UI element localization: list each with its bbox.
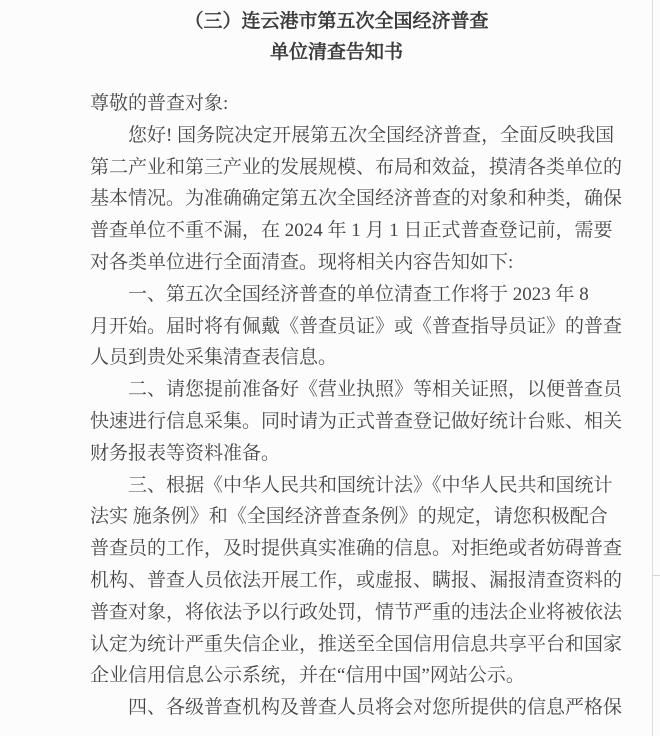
body-line: 机构、普查人员依法开展工作，或虚报、瞒报、漏报清查资料的 [90,569,623,591]
body-line: 企业信用信息公示系统，并在“信用中国”网站公示。 [90,665,525,687]
body-line: 月开始。届时将有佩戴《普查员证》或《普查指导员证》的普查 [90,315,623,337]
body-line: 认定为统计严重失信企业，推送至全国信用信息共享平台和国家 [90,633,623,655]
body-line: 快速进行信息采集。同时请为正式普查登记做好统计台账、相关 [90,410,623,432]
document-title-line2: 单位清查告知书 [269,42,403,63]
body-line: 您好! 国务院决定开展第五次全国经济普查，全面反映我国 [90,124,615,146]
body-line: 二、请您提前准备好《营业执照》等相关证照，以便普查员 [90,379,623,401]
body-line: 四、各级普查机构及普查人员将会对您所提供的信息严格保 [90,697,623,719]
body-line: 普查单位不重不漏，在 2024 年 1 月 1 日正式普查登记前，需要 [90,220,613,242]
body-line: 法实 施条例》和《全国经济普查条例》的规定，请您积极配合 [90,506,608,528]
scan-edge-horizontal-line [652,575,660,576]
body-line: 对各类单位进行全面清查。现将相关内容告知如下: [90,251,514,273]
body-line: 财务报表等资料准备。 [90,442,281,464]
body-line: 一、第五次全国经济普查的单位清查工作将于 2023 年 8 [90,283,589,305]
body-line: 三、根据《中华人民共和国统计法》《中华人民共和国统计 [90,474,613,496]
body-line: 人员到贵处采集清查表信息。 [90,347,338,369]
body-line: 基本情况。为准确确定第五次全国经济普查的对象和种类，确保 [90,188,623,210]
body-line: 普查员的工作，及时提供真实准确的信息。对拒绝或者妨碍普查 [90,538,623,560]
document-content [90,6,623,724]
salutation-line: 尊敬的普查对象: [90,93,229,114]
body-line: 第二产业和第三产业的发展规模、布局和效益，摸清各类单位的 [90,156,623,178]
document-title-line1: （三）连云港市第五次全国经济普查 [184,11,489,32]
body-line: 普查对象，将依法予以行政处罚，情节严重的违法企业将被依法 [90,601,623,623]
document-body [90,88,623,724]
scan-edge-vertical-line [652,0,653,736]
